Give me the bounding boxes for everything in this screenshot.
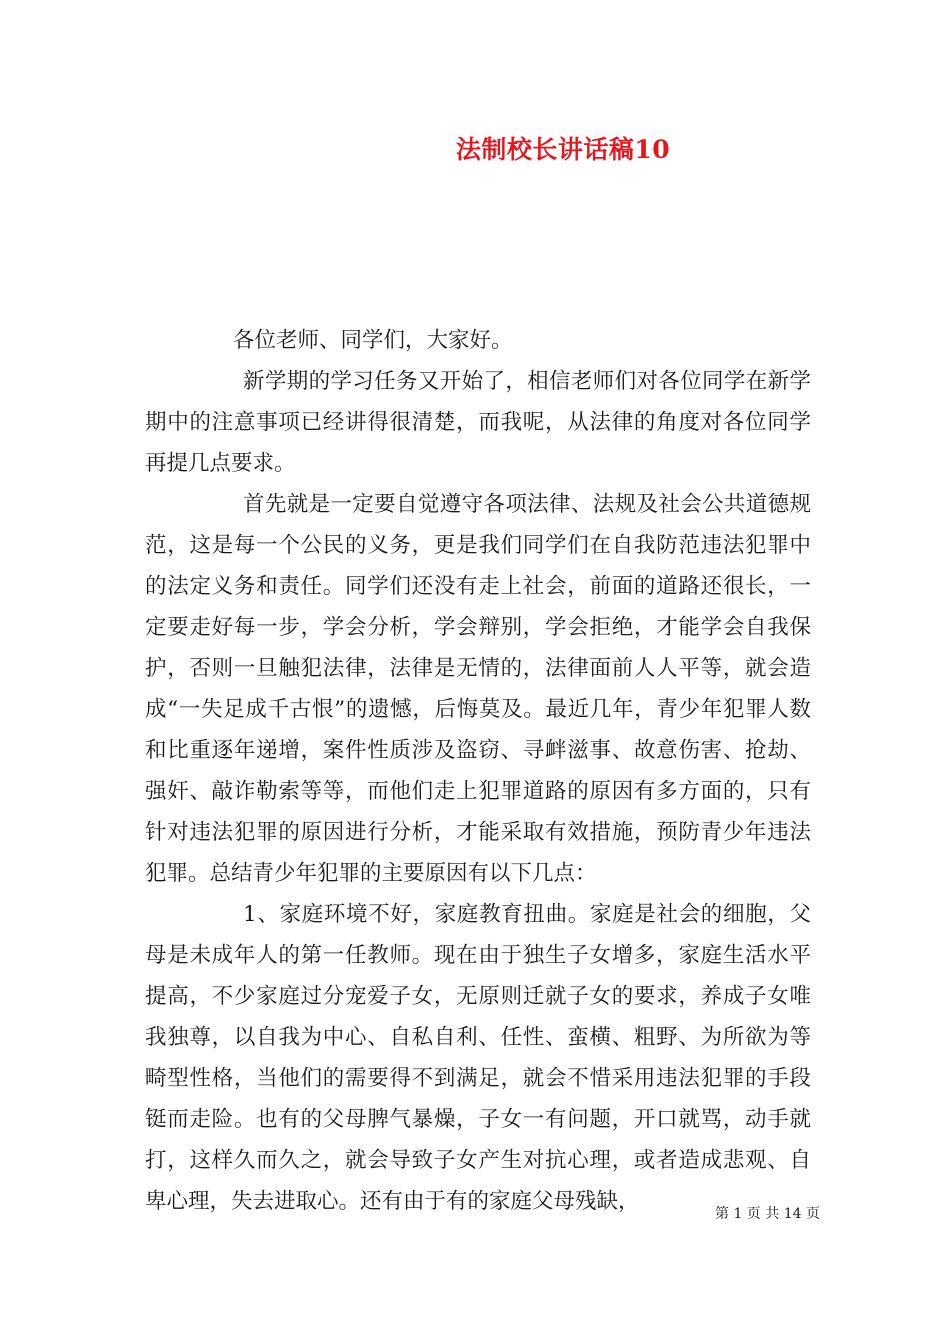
page-number-footer: 第 1 页 共 14 页	[715, 1206, 820, 1222]
document-body	[145, 320, 811, 1222]
paragraph-first-point: 首先就是一定要自觉遵守各项法律、法规及社会公共道德规范，这是每一个公民的义务，更是我们同学们在自我防范违法犯罪中的法定义务和责任。同学们还没有走上社会，前面的道路还很长，一定要走好每一步，学会分析，学会辩别，学会拒绝，才能学会自我保护，否则一旦触犯法律，法律是无情的，法律面前人人平等，就会造成“一失足成千古恨”的遗憾，后悔莫及。最近几年，青少年犯罪人数和比重逐年递增，案件性质涉及盗窃、寻衅滋事、故意伤害、抢劫、强奸、敲诈勒索等等，而他们走上犯罪道路的原因有多方面的，只有针对违法犯罪的原因进行分析，才能采取有效措施，预防青少年违法犯罪。总结青少年犯罪的主要原因有以下几点：	[145, 492, 811, 886]
paragraph-greeting: 各位老师、同学们，大家好。	[233, 328, 513, 353]
paragraph-family-reason: 1、家庭环境不好，家庭教育扭曲。家庭是社会的细胞，父母是未成年人的第一任教师。现在由于独生子女增多，家庭生活水平提高，不少家庭过分宠爱子女，无原则迁就子女的要求，养成子女唯我独尊，以自我为中心、自私自利、任性、蛮横、粗野、为所欲为等畸型性格，当他们的需要得不到满足，就会不惜采用违法犯罪的手段铤而走险。也有的父母脾气暴燥，子女一有问题，开口就骂，动手就打，这样久而久之，就会导致子女产生对抗心理，或者造成悲观、自卑心理，失去进取心。还有由于有的家庭父母残缺，	[145, 902, 811, 1214]
document-title: 法制校长讲话稿10	[455, 135, 671, 164]
paragraph-intro: 新学期的学习任务又开始了，相信老师们对各位同学在新学期中的注意事项已经讲得很清楚，而我呢，从法律的角度对各位同学再提几点要求。	[145, 369, 811, 476]
